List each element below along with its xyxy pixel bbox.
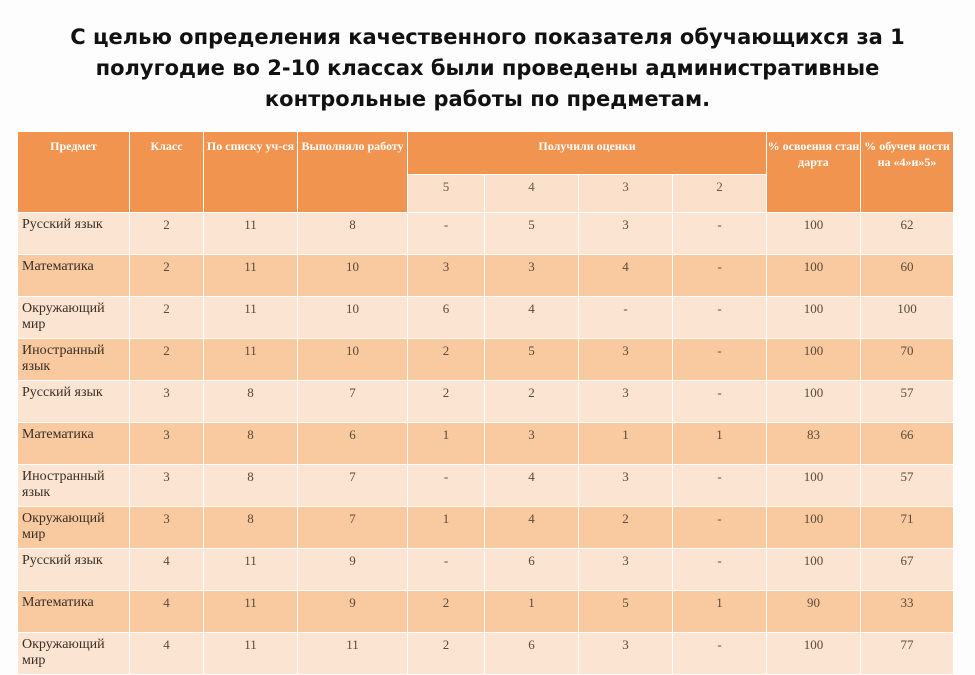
cell-mark-4: 5 (485, 213, 579, 255)
cell-mastery: 100 (767, 633, 861, 675)
header-listed: По списку уч-ся (204, 132, 298, 213)
cell-quality: 33 (861, 591, 954, 633)
cell-mark-3: 3 (579, 633, 673, 675)
cell-completed: 7 (298, 465, 408, 507)
cell-quality: 67 (861, 549, 954, 591)
cell-mark-5: - (408, 465, 485, 507)
cell-quality: 77 (861, 633, 954, 675)
cell-mark-4: 4 (485, 465, 579, 507)
cell-mark-3: 3 (579, 381, 673, 423)
cell-completed: 9 (298, 591, 408, 633)
cell-mark-5: - (408, 213, 485, 255)
cell-mark-3: 4 (579, 255, 673, 297)
cell-mark-4: 4 (485, 507, 579, 549)
header-subject: Предмет (18, 132, 130, 213)
cell-listed: 11 (204, 339, 298, 381)
cell-mastery: 100 (767, 549, 861, 591)
table-row (18, 465, 954, 507)
cell-subject: Окружающий мир (18, 507, 130, 549)
header-marks: Получили оценки (408, 132, 767, 175)
cell-mark-4: 1 (485, 591, 579, 633)
cell-mastery: 83 (767, 423, 861, 465)
cell-subject: Окружающий мир (18, 297, 130, 339)
cell-quality: 71 (861, 507, 954, 549)
cell-grade: 3 (130, 507, 204, 549)
cell-mastery: 100 (767, 297, 861, 339)
cell-completed: 10 (298, 255, 408, 297)
cell-quality: 57 (861, 381, 954, 423)
cell-mark-5: 2 (408, 381, 485, 423)
cell-subject: Математика (18, 423, 130, 465)
table-row (18, 297, 954, 339)
cell-mark-4: 6 (485, 633, 579, 675)
cell-subject: Математика (18, 255, 130, 297)
cell-mark-5: 6 (408, 297, 485, 339)
cell-mark-4: 3 (485, 255, 579, 297)
cell-mark-2: - (673, 633, 767, 675)
cell-mark-2: - (673, 465, 767, 507)
cell-mark-4: 4 (485, 297, 579, 339)
cell-mark-2: - (673, 297, 767, 339)
cell-completed: 7 (298, 507, 408, 549)
cell-completed: 8 (298, 213, 408, 255)
cell-mastery: 100 (767, 381, 861, 423)
cell-grade: 2 (130, 339, 204, 381)
cell-mark-5: 2 (408, 339, 485, 381)
cell-mark-5: 3 (408, 255, 485, 297)
cell-grade: 4 (130, 549, 204, 591)
table-row (18, 213, 954, 255)
cell-quality: 62 (861, 213, 954, 255)
cell-completed: 10 (298, 297, 408, 339)
cell-grade: 3 (130, 423, 204, 465)
cell-quality: 60 (861, 255, 954, 297)
cell-subject: Математика (18, 591, 130, 633)
cell-mark-3: 3 (579, 213, 673, 255)
cell-mark-2: 1 (673, 591, 767, 633)
title-line-3: контрольные работы по предметам. (264, 87, 711, 111)
header-completed: Выполняло работу (298, 132, 408, 213)
cell-completed: 9 (298, 549, 408, 591)
cell-mark-3: 3 (579, 549, 673, 591)
table-row (18, 591, 954, 633)
cell-listed: 8 (204, 381, 298, 423)
cell-mastery: 100 (767, 255, 861, 297)
cell-mark-2: - (673, 381, 767, 423)
header-grade: Класс (130, 132, 204, 213)
cell-mark-4: 5 (485, 339, 579, 381)
cell-mark-3: 3 (579, 339, 673, 381)
cell-grade: 2 (130, 255, 204, 297)
table-row (18, 633, 954, 675)
header-mark-2: 2 (673, 175, 767, 213)
cell-mark-2: - (673, 255, 767, 297)
cell-mark-3: 1 (579, 423, 673, 465)
cell-quality: 57 (861, 465, 954, 507)
cell-mark-2: - (673, 549, 767, 591)
cell-mark-4: 2 (485, 381, 579, 423)
cell-mark-3: 5 (579, 591, 673, 633)
cell-grade: 4 (130, 591, 204, 633)
cell-grade: 4 (130, 633, 204, 675)
cell-mark-2: - (673, 507, 767, 549)
table-row (18, 255, 954, 297)
cell-listed: 11 (204, 213, 298, 255)
header-quality: % обучен ности на «4»и»5» (861, 132, 954, 213)
header-mark-3: 3 (579, 175, 673, 213)
cell-completed: 6 (298, 423, 408, 465)
cell-quality: 70 (861, 339, 954, 381)
cell-mark-4: 6 (485, 549, 579, 591)
cell-mark-5: 2 (408, 591, 485, 633)
cell-mark-2: 1 (673, 423, 767, 465)
header-mark-4: 4 (485, 175, 579, 213)
cell-grade: 2 (130, 297, 204, 339)
cell-listed: 11 (204, 255, 298, 297)
cell-quality: 66 (861, 423, 954, 465)
header-mastery: % освоения стан дарта (767, 132, 861, 213)
title-line-2: полугодие во 2-10 классах были проведены административные (95, 56, 880, 80)
cell-mark-5: 1 (408, 423, 485, 465)
cell-mark-4: 3 (485, 423, 579, 465)
cell-subject: Русский язык (18, 213, 130, 255)
cell-subject: Иностранный язык (18, 465, 130, 507)
cell-completed: 11 (298, 633, 408, 675)
cell-mark-5: - (408, 549, 485, 591)
cell-mark-3: 2 (579, 507, 673, 549)
cell-listed: 11 (204, 297, 298, 339)
cell-mark-3: - (579, 297, 673, 339)
cell-listed: 11 (204, 549, 298, 591)
cell-completed: 7 (298, 381, 408, 423)
table-row (18, 339, 954, 381)
cell-mark-5: 2 (408, 633, 485, 675)
cell-completed: 10 (298, 339, 408, 381)
cell-mark-2: - (673, 339, 767, 381)
table-row (18, 507, 954, 549)
page-title (0, 22, 975, 115)
cell-quality: 100 (861, 297, 954, 339)
cell-mark-2: - (673, 213, 767, 255)
cell-listed: 8 (204, 507, 298, 549)
cell-subject: Русский язык (18, 381, 130, 423)
cell-listed: 11 (204, 591, 298, 633)
cell-subject: Русский язык (18, 549, 130, 591)
cell-mastery: 100 (767, 465, 861, 507)
cell-mark-3: 3 (579, 465, 673, 507)
table-body (18, 213, 954, 675)
cell-mastery: 100 (767, 507, 861, 549)
cell-subject: Иностранный язык (18, 339, 130, 381)
cell-listed: 8 (204, 423, 298, 465)
results-table (17, 131, 954, 675)
cell-mastery: 90 (767, 591, 861, 633)
cell-subject: Окружающий мир (18, 633, 130, 675)
cell-listed: 8 (204, 465, 298, 507)
cell-grade: 2 (130, 213, 204, 255)
cell-mastery: 100 (767, 339, 861, 381)
table-row (18, 549, 954, 591)
table-row (18, 381, 954, 423)
title-line-1: С целью определения качественного показателя обучающихся за 1 (70, 25, 905, 49)
cell-grade: 3 (130, 381, 204, 423)
cell-grade: 3 (130, 465, 204, 507)
cell-mark-5: 1 (408, 507, 485, 549)
table-row (18, 423, 954, 465)
cell-listed: 11 (204, 633, 298, 675)
header-mark-5: 5 (408, 175, 485, 213)
cell-mastery: 100 (767, 213, 861, 255)
